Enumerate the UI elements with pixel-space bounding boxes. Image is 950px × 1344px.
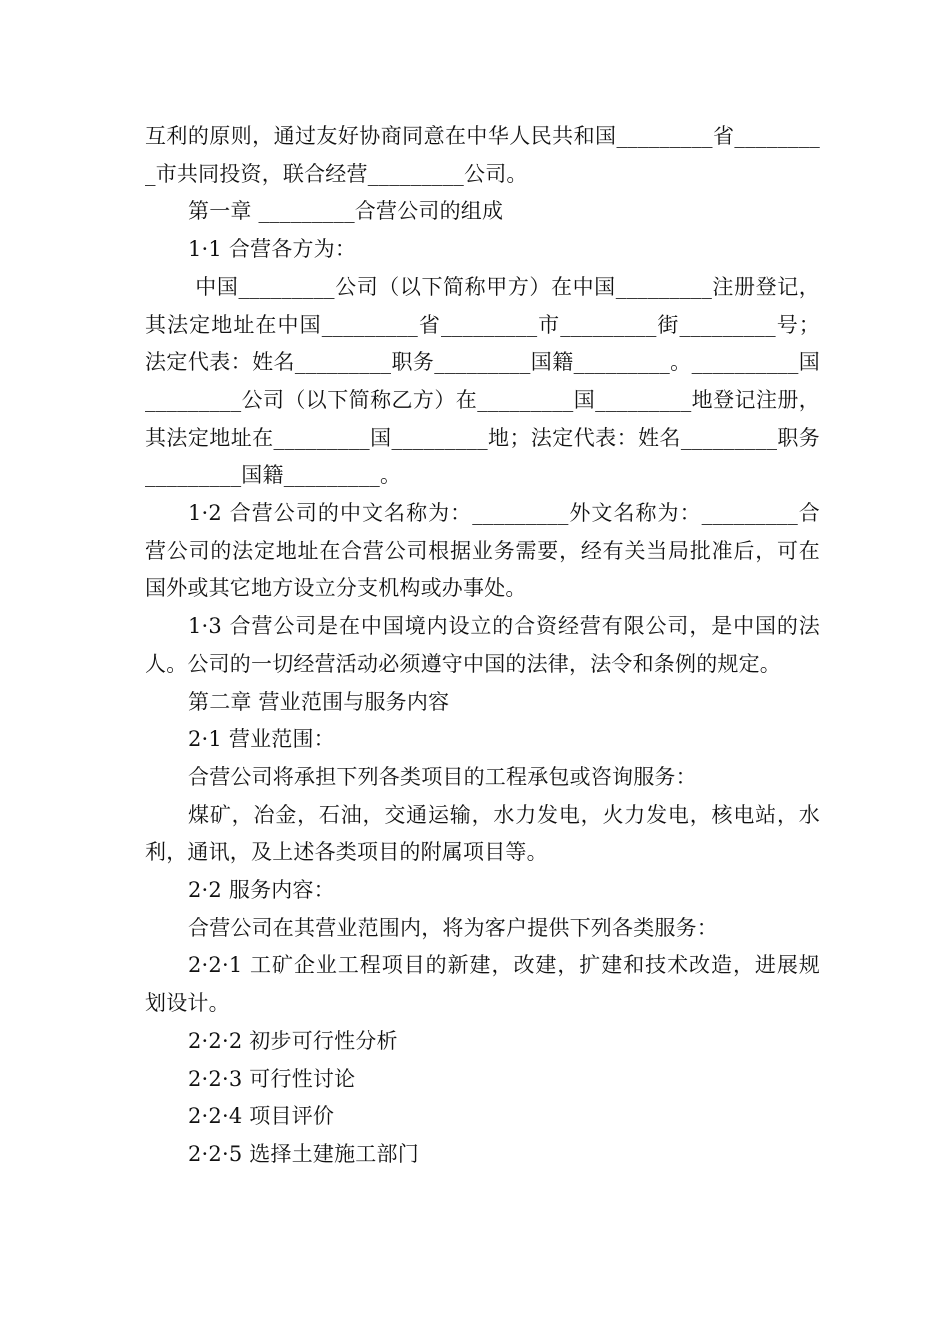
section-1-2: 1·2 合营公司的中文名称为：_________外文名称为：_________合营公司的法定地址在合营公司根据业务需要，经有关当局批准后，可在国外或其它地方设立分支机构或办事处。: [145, 501, 820, 601]
section-1-1-heading: 1·1 合营各方为：: [188, 237, 357, 262]
item-2-2-1: 2·2·1 工矿企业工程项目的新建，改建，扩建和技术改造，进展规划设计。: [145, 953, 820, 1016]
document-body: [145, 118, 820, 1174]
item-2-2-4: 2·2·4 项目评价: [188, 1104, 335, 1129]
chapter-2-heading: 第二章 营业范围与服务内容: [188, 689, 450, 714]
section-2-2-intro: 合营公司在其营业范围内，将为客户提供下列各类服务：: [188, 915, 718, 940]
section-2-1-heading: 2·1 营业范围：: [188, 727, 335, 752]
section-1-3: 1·3 合营公司是在中国境内设立的合资经营有限公司，是中国的法人。公司的一切经营活动必须遵守中国的法律，法令和条例的规定。: [145, 614, 820, 676]
item-2-2-2: 2·2·2 初步可行性分析: [188, 1028, 398, 1053]
paragraph-intro: 互利的原则，通过友好协商同意在中华人民共和国_________省_________市共同投资，联合经营_________公司。: [145, 124, 820, 186]
section-2-1-list: 煤矿，冶金，石油，交通运输，水力发电，火力发电，核电站，水利，通讯，及上述各类项目的附属项目等。: [145, 802, 820, 865]
section-2-2-heading: 2·2 服务内容：: [188, 878, 335, 903]
item-2-2-3: 2·2·3 可行性讨论: [188, 1066, 356, 1091]
item-2-2-5: 2·2·5 选择土建施工部门: [188, 1141, 419, 1166]
section-1-1-parties: 中国_________公司（以下简称甲方）在中国_________注册登记，其法定地址在中国_________省_________市_________街_________号；法定代表：姓名_________职务_________国籍_________。__________国_________公司（以下简称乙方）在_________国_________地登记注册，其法定地址在_________国_________地；法定代表：姓名_________职务_________国籍_________。: [145, 274, 820, 488]
section-2-1-intro: 合营公司将承担下列各类项目的工程承包或咨询服务：: [188, 764, 697, 789]
chapter-1-heading: 第一章 _________合营公司的组成: [188, 199, 504, 224]
